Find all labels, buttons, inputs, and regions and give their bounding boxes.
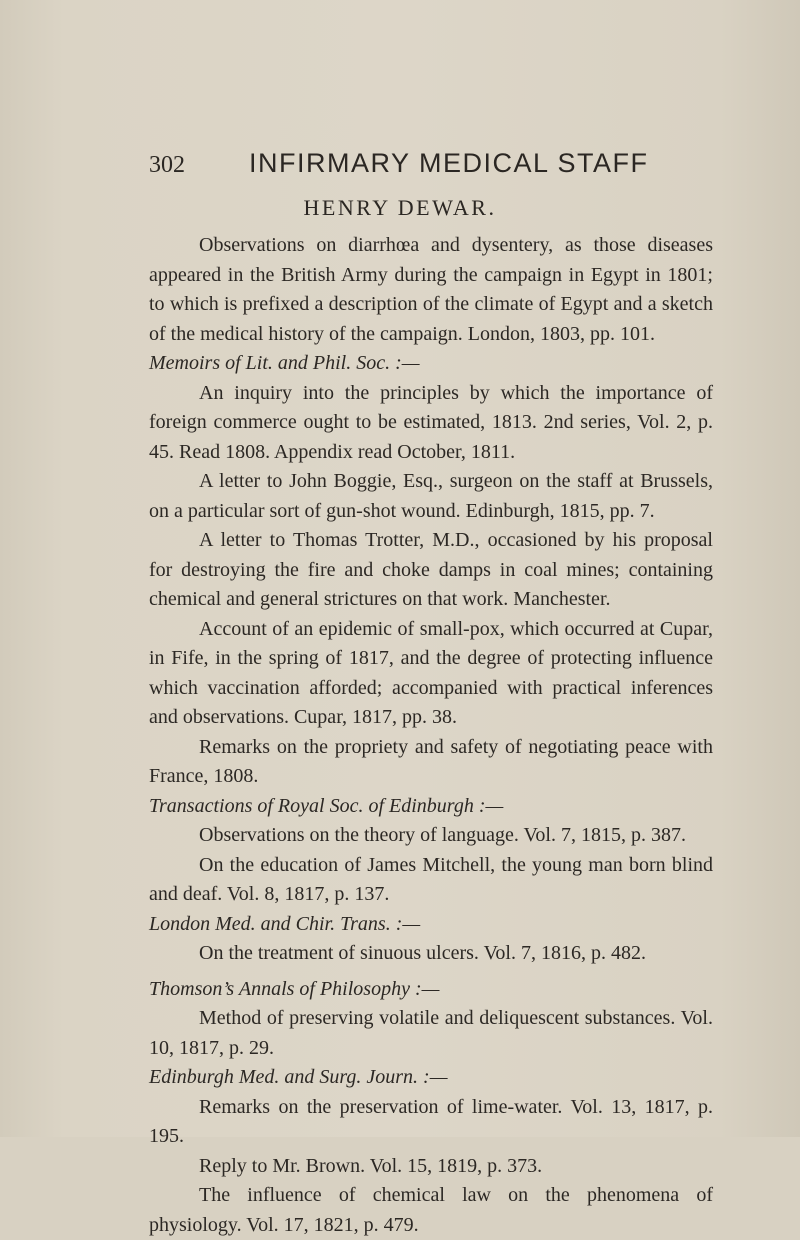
running-title: INFIRMARY MEDICAL STAFF bbox=[249, 148, 649, 178]
entry-james-mitchell: On the education of James Mitchell, the young man born blind and deaf. Vol. 8, 1817, p. 137. bbox=[149, 853, 713, 905]
entry-small-pox: Account of an epidemic of small-pox, which occurred at Cupar, in Fife, in the spring of 1817, and the degree of protecting influence which vaccination afforded; accompanied with practical inferences and observations. Cupar, 1817, pp. 38. bbox=[149, 617, 713, 728]
journal-heading-london-med: London Med. and Chir. Trans. :— bbox=[149, 912, 421, 935]
entry-theory-language: Observations on the theory of language. Vol. 7, 1815, p. 387. bbox=[199, 824, 686, 846]
entry-volatile-substances: Method of preserving volatile and deliquescent substances. Vol. 10, 1817, p. 29. bbox=[149, 1007, 713, 1059]
section-title: HENRY DEWAR. bbox=[303, 195, 497, 220]
entry-sinuous-ulcers: On the treatment of sinuous ulcers. Vol. 7, 1816, p. 482. bbox=[199, 942, 646, 964]
page-number: 302 bbox=[149, 152, 185, 178]
journal-heading-thomson: Thomson’s Annals of Philosophy :— bbox=[149, 977, 440, 1000]
bibliography-body bbox=[149, 231, 713, 1240]
entry-peace-france: Remarks on the propriety and safety of negotiating peace with France, 1808. bbox=[149, 735, 713, 787]
entry-letter-trotter: A letter to Thomas Trotter, M.D., occasioned by his proposal for destroying the fire and choke damps in coal mines; containing chemical and general strictures on that work. Manchester. bbox=[149, 529, 713, 610]
entry-chemical-law: The influence of chemical law on the phenomena of physiology. Vol. 17, 1821, p. 479. bbox=[149, 1184, 713, 1236]
entry-diarrhoea: Observations on diarrhœa and dysentery, as those diseases appeared in the British Army during the campaign in Egypt in 1801; to which is prefixed a description of the climate of Egypt and a sketch of the medical history of the campaign. London, 1803, pp. 101. bbox=[149, 234, 713, 345]
journal-heading-edinburgh-med: Edinburgh Med. and Surg. Journ. :— bbox=[149, 1066, 448, 1088]
entry-letter-boggie: A letter to John Boggie, Esq., surgeon on the staff at Brussels, on a particular sort of gun-shot wound. Edinburgh, 1815, pp. 7. bbox=[149, 470, 713, 522]
journal-heading-royal-soc: Transactions of Royal Soc. of Edinburgh :— bbox=[149, 794, 504, 817]
running-header bbox=[149, 148, 709, 179]
entry-reply-brown: Reply to Mr. Brown. Vol. 15, 1819, p. 373. bbox=[199, 1154, 543, 1177]
entry-foreign-commerce: An inquiry into the principles by which the importance of foreign commerce ought to be estimated, 1813. 2nd series, Vol. 2, p. 45. Read 1808. Appendix read October, 1811. bbox=[149, 381, 713, 463]
journal-heading-memoirs: Memoirs of Lit. and Phil. Soc. :— bbox=[149, 352, 420, 374]
entry-lime-water: Remarks on the preservation of lime-water. Vol. 13, 1817, p. 195. bbox=[149, 1095, 713, 1147]
